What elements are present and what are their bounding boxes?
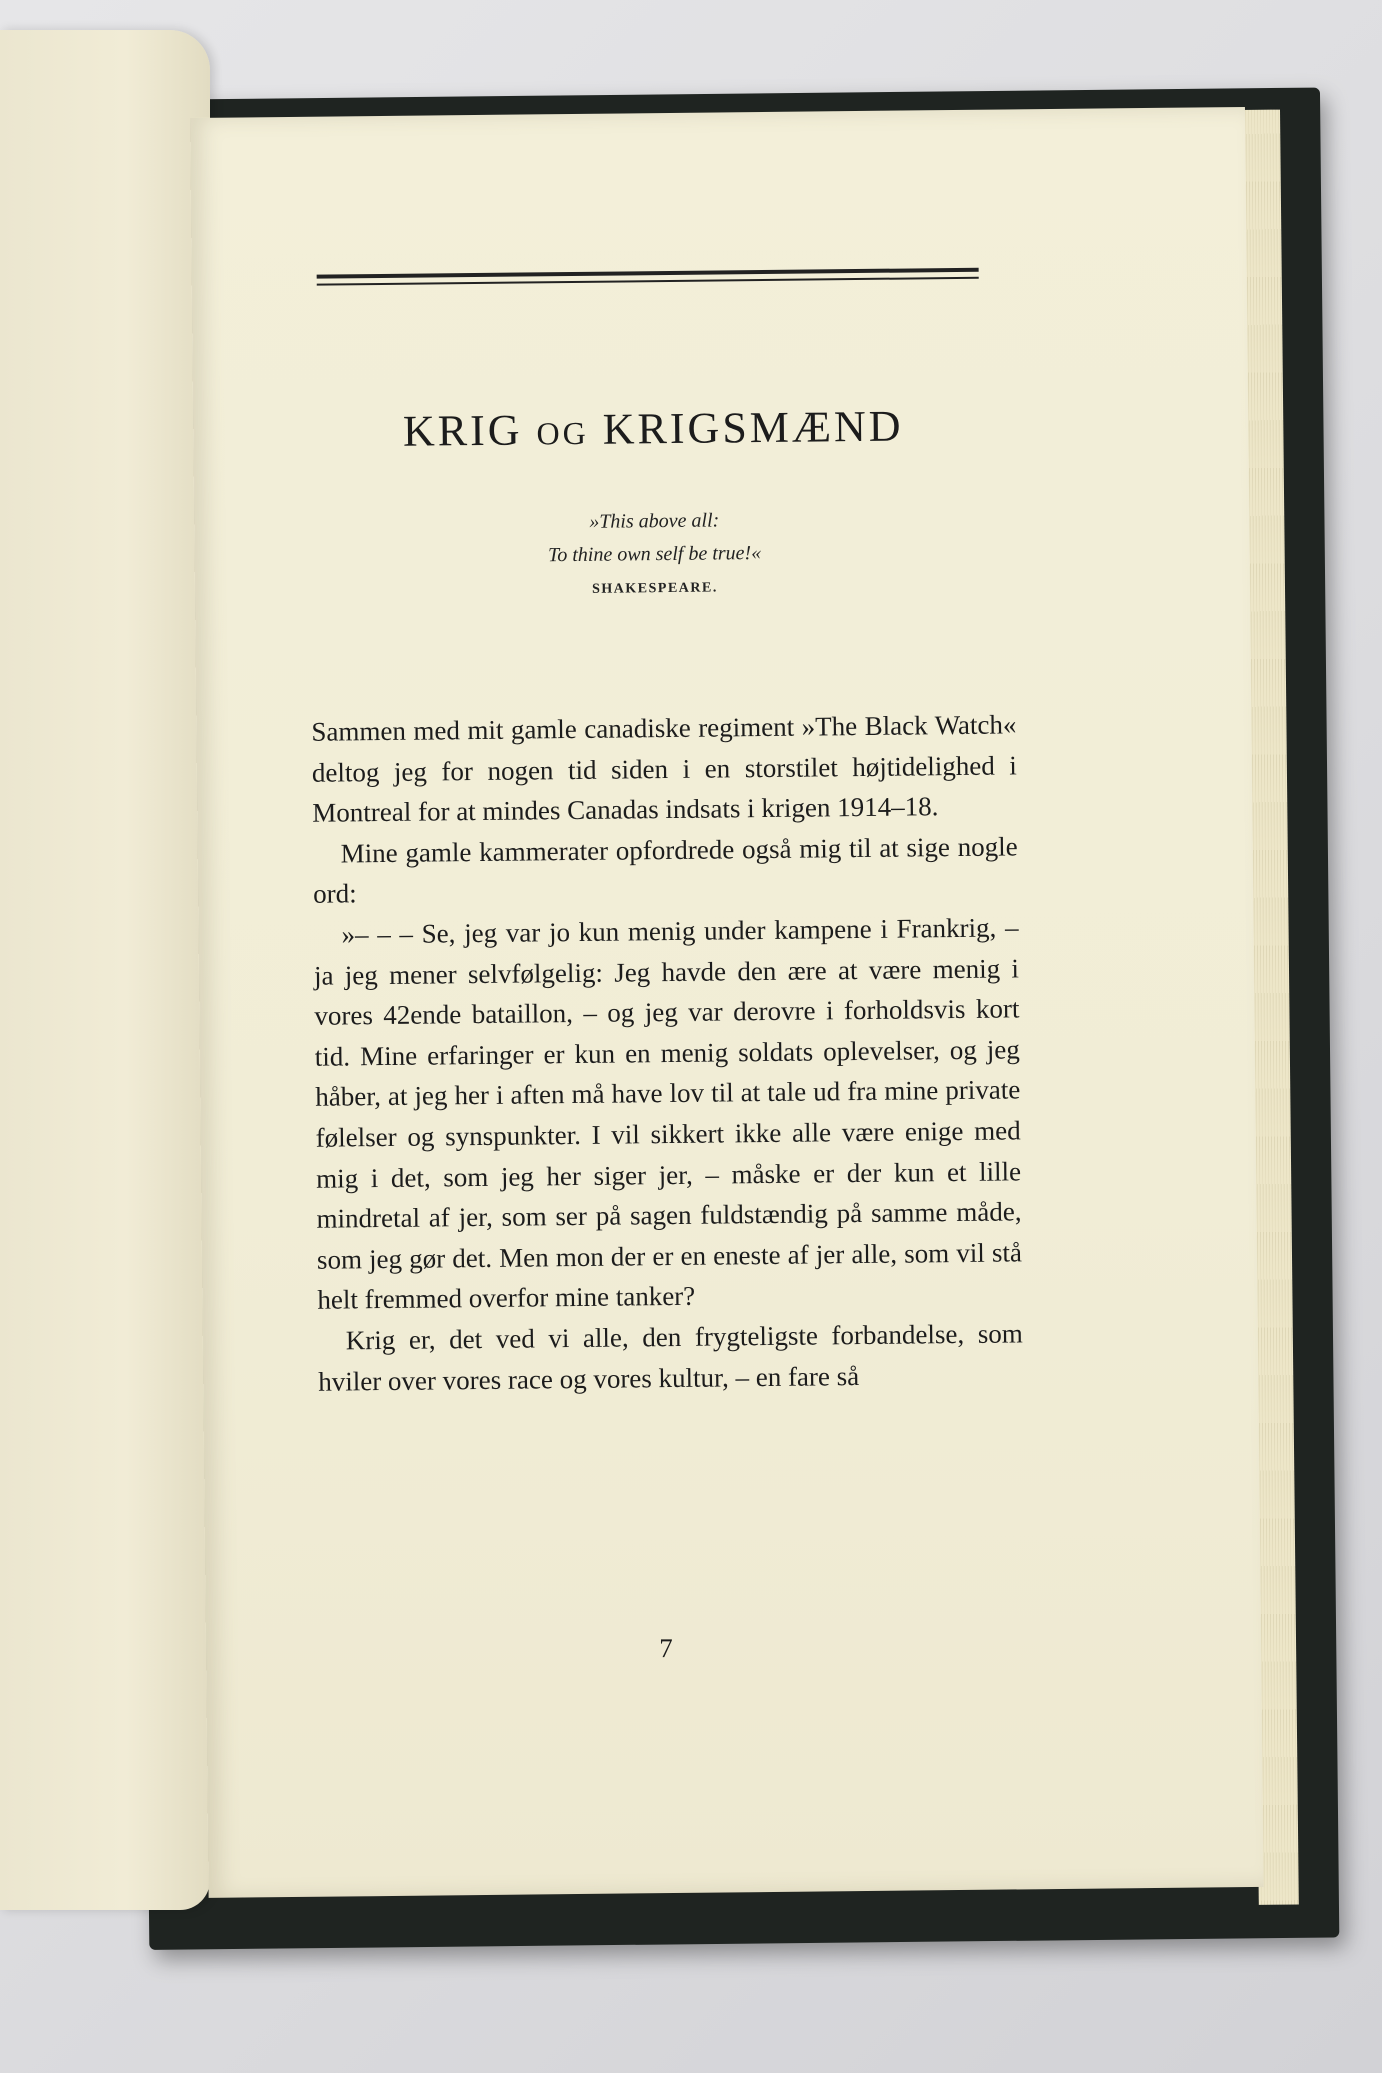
paragraph-4: Krig er, det ved vi alle, den frygteligste forbandelse, som hviler over vores race og vores kultur, – en fare så: [318, 1318, 1023, 1397]
title-word-2: KRIGSMÆND: [602, 401, 904, 454]
left-page: [0, 30, 210, 1910]
epigraph-line-2: To thine own self be true!«: [547, 542, 762, 567]
epigraph-line-1: »This above all:: [589, 509, 720, 533]
paragraph-1: Sammen med mit gamle canadiske regiment »The Black Watch« deltog jeg for nogen tid siden i en storstilet højtidelighed i Montreal for at mindes Canadas indsats i krigen 1914–18.: [311, 709, 1017, 828]
epigraph: [194, 500, 1115, 576]
top-rule-thin: [317, 277, 979, 285]
page-number: 7: [659, 1633, 673, 1664]
title-word-1: KRIG: [402, 405, 523, 456]
paragraph-2: Mine gamle kammerater opfordrede også mig til at sige nogle ord:: [312, 831, 1018, 910]
paragraph-3: »– – – Se, jeg var jo kun menig under kampene i Frankrig, – ja jeg mener selvfølgelig: Jeg havde den ære at være menig i vores 42ende bataillon, – og jeg var derovre i forholdsvis kort tid. Mine erfaringer er kun en menig soldats oplevelser, og jeg håber, at jeg her i aften må have lov til at tale ud fra mine private følelser og synspunkter. I vil sikkert ikke alle være enige med mig i det, som jeg her siger jer, – måske er der kun et lille mindretal af jer, som ser på sagen fuldstændig på samme måde, som jeg gør det. Men mon der er en eneste af jer alle, som vil stå helt fremmed overfor mine tanker?: [313, 912, 1023, 1316]
title-word-og: OG: [536, 414, 589, 452]
chapter-title: [193, 398, 1113, 459]
epigraph-attribution: SHAKESPEARE.: [592, 580, 718, 597]
right-page: [190, 107, 1264, 1898]
body-text: [311, 704, 1023, 1401]
